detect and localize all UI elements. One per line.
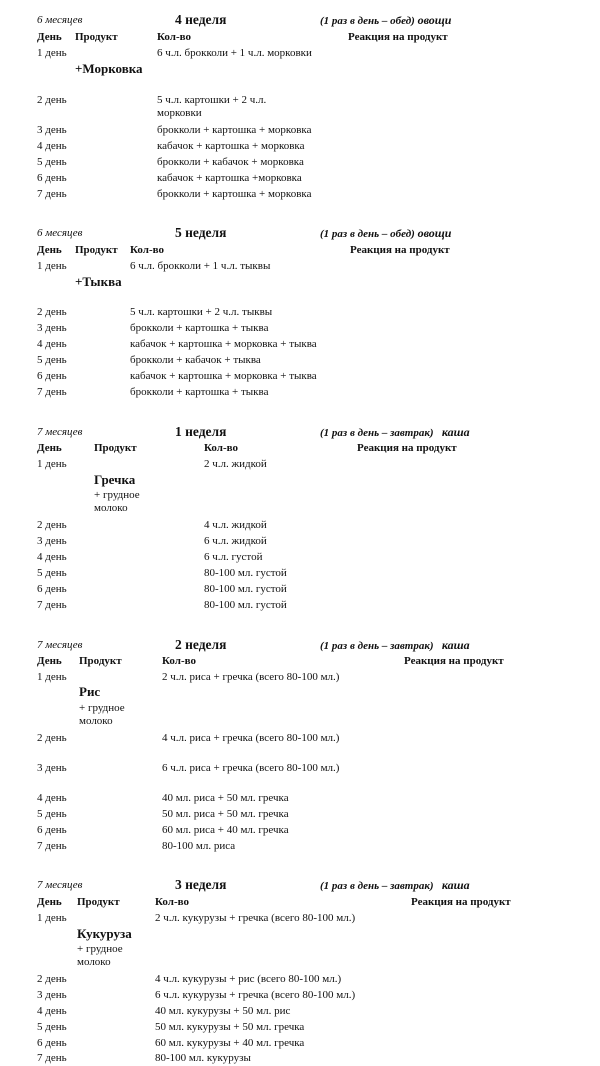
- header-reaction: Реакция на продукт: [357, 442, 457, 454]
- qty-value: 6 ч.л. брокколи + 1 ч.л. тыквы: [130, 260, 271, 272]
- qty-value: кабачок + картошка +морковка: [157, 172, 302, 184]
- header-day: День: [37, 896, 62, 908]
- qty-value: брокколи + картошка + морковка: [157, 188, 312, 200]
- qty-value: 4 ч.л. кукурузы + рис (всего 80-100 мл.): [155, 973, 342, 985]
- product-name: Рис: [79, 684, 101, 699]
- age-label: 7 месяцев: [37, 426, 83, 438]
- product-name: +Морковка: [75, 61, 143, 76]
- qty-value: 6 ч.л. жидкой: [204, 535, 267, 547]
- qty-value: 6 ч.л. брокколи + 1 ч.л. морковки: [157, 47, 312, 59]
- day-label: 7 день: [37, 840, 67, 852]
- feeding-note-text: (1 раз в день – обед): [320, 15, 415, 27]
- header-qty: Кол-во: [155, 896, 189, 908]
- product-name: +Тыква: [75, 274, 122, 289]
- feeding-note: [320, 14, 451, 28]
- feeding-note: [320, 227, 451, 241]
- qty-value: брокколи + картошка + тыква: [130, 386, 269, 398]
- feeding-note: [320, 639, 470, 653]
- day-label: 7 день: [37, 386, 67, 398]
- day-label: 2 день: [37, 973, 67, 985]
- product-name: Кукуруза: [77, 926, 132, 941]
- day-label: 6 день: [37, 370, 67, 382]
- qty-value: 80-100 мл. риса: [162, 840, 236, 852]
- feeding-type: каша: [441, 638, 470, 652]
- feeding-type: овощи: [417, 13, 452, 27]
- qty-value: 6 ч.л. кукурузы + гречка (всего 80-100 мл.): [155, 989, 356, 1001]
- qty-value: 2 ч.л. риса + гречка (всего 80-100 мл.): [162, 671, 340, 683]
- qty-value: брокколи + кабачок + морковка: [157, 156, 304, 168]
- header-qty: Кол-во: [162, 655, 196, 667]
- qty-value: 5 ч.л. картошки + 2 ч.л. морковки: [157, 94, 267, 119]
- qty-value: кабачок + картошка + морковка + тыква: [130, 338, 317, 350]
- header-product: Продукт: [75, 31, 118, 43]
- week-title: 5 неделя: [175, 225, 227, 240]
- feeding-note: [320, 879, 470, 893]
- qty-value: кабачок + картошка + морковка: [157, 140, 305, 152]
- header-day: День: [37, 655, 62, 667]
- qty-value: кабачок + картошка + морковка + тыква: [130, 370, 317, 382]
- day-label: 2 день: [37, 732, 67, 744]
- qty-value: брокколи + картошка + морковка: [157, 124, 312, 136]
- day-label: 4 день: [37, 1005, 67, 1017]
- day-label: 5 день: [37, 1021, 67, 1033]
- header-reaction: Реакция на продукт: [350, 244, 450, 256]
- day-label: 2 день: [37, 94, 67, 106]
- qty-value: 4 ч.л. жидкой: [204, 519, 267, 531]
- qty-value: 80-100 мл. густой: [204, 599, 287, 611]
- age-label: 6 месяцев: [37, 227, 83, 239]
- day-label: 6 день: [37, 824, 67, 836]
- feeding-note-text: (1 раз в день – завтрак): [320, 427, 434, 439]
- day-label: 1 день: [37, 47, 67, 59]
- header-reaction: Реакция на продукт: [411, 896, 511, 908]
- product-addition: + грудное молоко: [77, 943, 123, 968]
- day-label: 4 день: [37, 338, 67, 350]
- day-label: 5 день: [37, 354, 67, 366]
- qty-value: 6 ч.л. риса + гречка (всего 80-100 мл.): [162, 762, 340, 774]
- age-label: 7 месяцев: [37, 879, 83, 891]
- week-title: 3 неделя: [175, 877, 227, 892]
- day-label: 5 день: [37, 156, 67, 168]
- header-reaction: Реакция на продукт: [404, 655, 504, 667]
- day-label: 6 день: [37, 583, 67, 595]
- age-label: 6 месяцев: [37, 14, 83, 26]
- feeding-type: овощи: [417, 226, 452, 240]
- day-label: 2 день: [37, 519, 67, 531]
- qty-value: 6 ч.л. густой: [204, 551, 263, 563]
- header-day: День: [37, 442, 62, 454]
- qty-value: 50 мл. риса + 50 мл. гречка: [162, 808, 289, 820]
- age-label: 7 месяцев: [37, 639, 83, 651]
- day-label: 3 день: [37, 124, 67, 136]
- week-title: 4 неделя: [175, 12, 227, 27]
- product-name: Гречка: [94, 472, 136, 487]
- day-label: 1 день: [37, 671, 67, 683]
- day-label: 1 день: [37, 912, 67, 924]
- feeding-note-text: (1 раз в день – обед): [320, 228, 415, 240]
- feeding-note: [320, 426, 470, 440]
- day-label: 6 день: [37, 172, 67, 184]
- qty-value: 60 мл. кукурузы + 40 мл. гречка: [155, 1037, 305, 1049]
- qty-value: 2 ч.л. жидкой: [204, 458, 267, 470]
- day-label: 2 день: [37, 306, 67, 318]
- day-label: 3 день: [37, 989, 67, 1001]
- header-product: Продукт: [94, 442, 137, 454]
- day-label: 4 день: [37, 140, 67, 152]
- week-title: 2 неделя: [175, 637, 227, 652]
- day-label: 3 день: [37, 322, 67, 334]
- header-day: День: [37, 31, 62, 43]
- feeding-note-text: (1 раз в день – завтрак): [320, 640, 434, 652]
- day-label: 3 день: [37, 762, 67, 774]
- day-label: 5 день: [37, 808, 67, 820]
- day-label: 3 день: [37, 535, 67, 547]
- day-label: 7 день: [37, 188, 67, 200]
- qty-value: 50 мл. кукурузы + 50 мл. гречка: [155, 1021, 305, 1033]
- day-label: 1 день: [37, 458, 67, 470]
- day-label: 7 день: [37, 1052, 67, 1064]
- week-title: 1 неделя: [175, 424, 227, 439]
- header-reaction: Реакция на продукт: [348, 31, 448, 43]
- qty-value: 80-100 мл. кукурузы: [155, 1052, 251, 1064]
- header-qty: Кол-во: [130, 244, 164, 256]
- product-addition: + грудное молоко: [94, 489, 140, 514]
- qty-value: 60 мл. риса + 40 мл. гречка: [162, 824, 289, 836]
- qty-value: 40 мл. риса + 50 мл. гречка: [162, 792, 289, 804]
- day-label: 4 день: [37, 792, 67, 804]
- feeding-note-text: (1 раз в день – завтрак): [320, 880, 434, 892]
- qty-value: брокколи + кабачок + тыква: [130, 354, 261, 366]
- feeding-type: каша: [441, 425, 470, 439]
- feeding-type: каша: [441, 878, 470, 892]
- qty-value: 80-100 мл. густой: [204, 567, 287, 579]
- qty-value: 5 ч.л. картошки + 2 ч.л. тыквы: [130, 306, 273, 318]
- qty-value: 4 ч.л. риса + гречка (всего 80-100 мл.): [162, 732, 340, 744]
- qty-value: брокколи + картошка + тыква: [130, 322, 269, 334]
- header-day: День: [37, 244, 62, 256]
- header-qty: Кол-во: [204, 442, 238, 454]
- day-label: 4 день: [37, 551, 67, 563]
- qty-value: 40 мл. кукурузы + 50 мл. рис: [155, 1005, 291, 1017]
- header-qty: Кол-во: [157, 31, 191, 43]
- qty-value: 80-100 мл. густой: [204, 583, 287, 595]
- header-product: Продукт: [79, 655, 122, 667]
- day-label: 6 день: [37, 1037, 67, 1049]
- header-product: Продукт: [77, 896, 120, 908]
- header-product: Продукт: [75, 244, 118, 256]
- day-label: 5 день: [37, 567, 67, 579]
- qty-value: 2 ч.л. кукурузы + гречка (всего 80-100 мл.): [155, 912, 356, 924]
- day-label: 1 день: [37, 260, 67, 272]
- product-addition: + грудное молоко: [79, 702, 125, 727]
- day-label: 7 день: [37, 599, 67, 611]
